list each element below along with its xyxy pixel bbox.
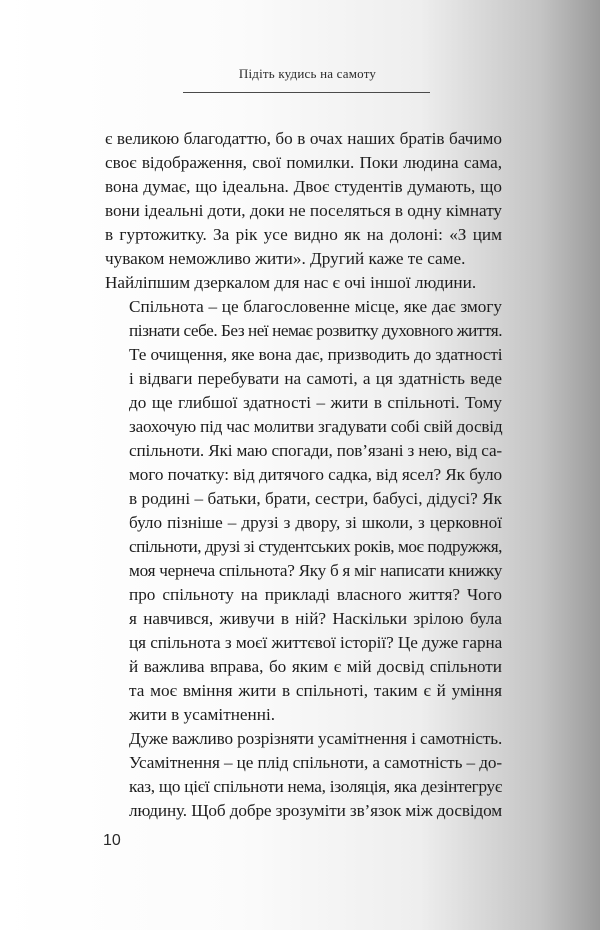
text-line: в родині – батьки, брати, сестри, бабусі, дідусі? Як [129,489,502,508]
text-line: заохочую під час молитви згадувати собі свій досвід [129,417,503,436]
body-text [105,127,502,823]
text-line: та моє вміння жити в спільноті, таким є й уміння [129,681,502,700]
text-line: й важлива вправа, бо яким є мій досвід спільноти [129,657,502,676]
text-line: до ще глибшої здатності – жити в спільноті. Тому [129,393,502,412]
text-line: вони ідеальні доти, доки не поселяться в одну кімнату [105,201,502,220]
text-line: було пізніше – друзі з двору, зі школи, з церковної [129,513,502,532]
text-line: чуваком неможливо жити». Другий каже те саме. [105,249,466,268]
text-line: Те очищення, яке вона дає, призводить до здатності [129,345,503,364]
text-line: ця спільнота з моєї життєвої історії? Це дуже гарна [129,633,503,652]
text-line: Усамітнення – це плід спільноти, а самотність – до- [129,753,502,772]
text-line: в гуртожитку. За рік усе видно як на долоні: «З цим [105,225,502,244]
text-line: пізнати себе. Без неї немає розвитку духовного життя. [129,321,503,340]
text-line: своє відображення, свої помилки. Поки людина сама, [105,153,502,172]
text-line: жити в усамітненні. [129,705,276,724]
text-line: моя чернеча спільнота? Яку б я міг написати книжку [129,561,503,580]
text-line: каз, що цієї спільноти нема, ізоляція, яка дезінтегрує [129,777,502,796]
running-head-rule [183,92,430,93]
text-line: Спільнота – це благословенне місце, яке дає змогу [129,297,502,316]
page-number: 10 [103,832,121,849]
text-line: я навчився, живучи в ній? Наскільки зрілою була [129,609,502,628]
text-line: Найліпшим дзеркалом для нас є очі іншої людини. [105,273,477,292]
text-line: мого початку: від дитячого садка, від ясел? Як було [129,465,502,484]
text-line: людину. Щоб добре зрозуміти зв’язок між досвідом [129,801,502,820]
paragraph [105,295,502,727]
text-line: вона думає, що ідеальна. Двоє студентів думають, що [105,177,502,196]
text-line: спільноти. Які маю спогади, пов’язані з нею, від са- [129,441,502,460]
text-line: є великою благодаттю, бо в очах наших братів бачимо [105,129,502,148]
text-line: Дуже важливо розрізняти усамітнення і самотність. [129,729,503,748]
text-line: про спільноту на прикладі власного життя? Чого [129,585,502,604]
paragraph [105,127,502,295]
text-line: і відваги перебувати на самоті, а ця здатність веде [129,369,502,388]
text-line: спільноти, друзі зі студентських років, моє подружжя, [129,537,502,556]
paragraph [105,727,502,823]
running-head: Підіть кудись на самоту [238,66,377,81]
